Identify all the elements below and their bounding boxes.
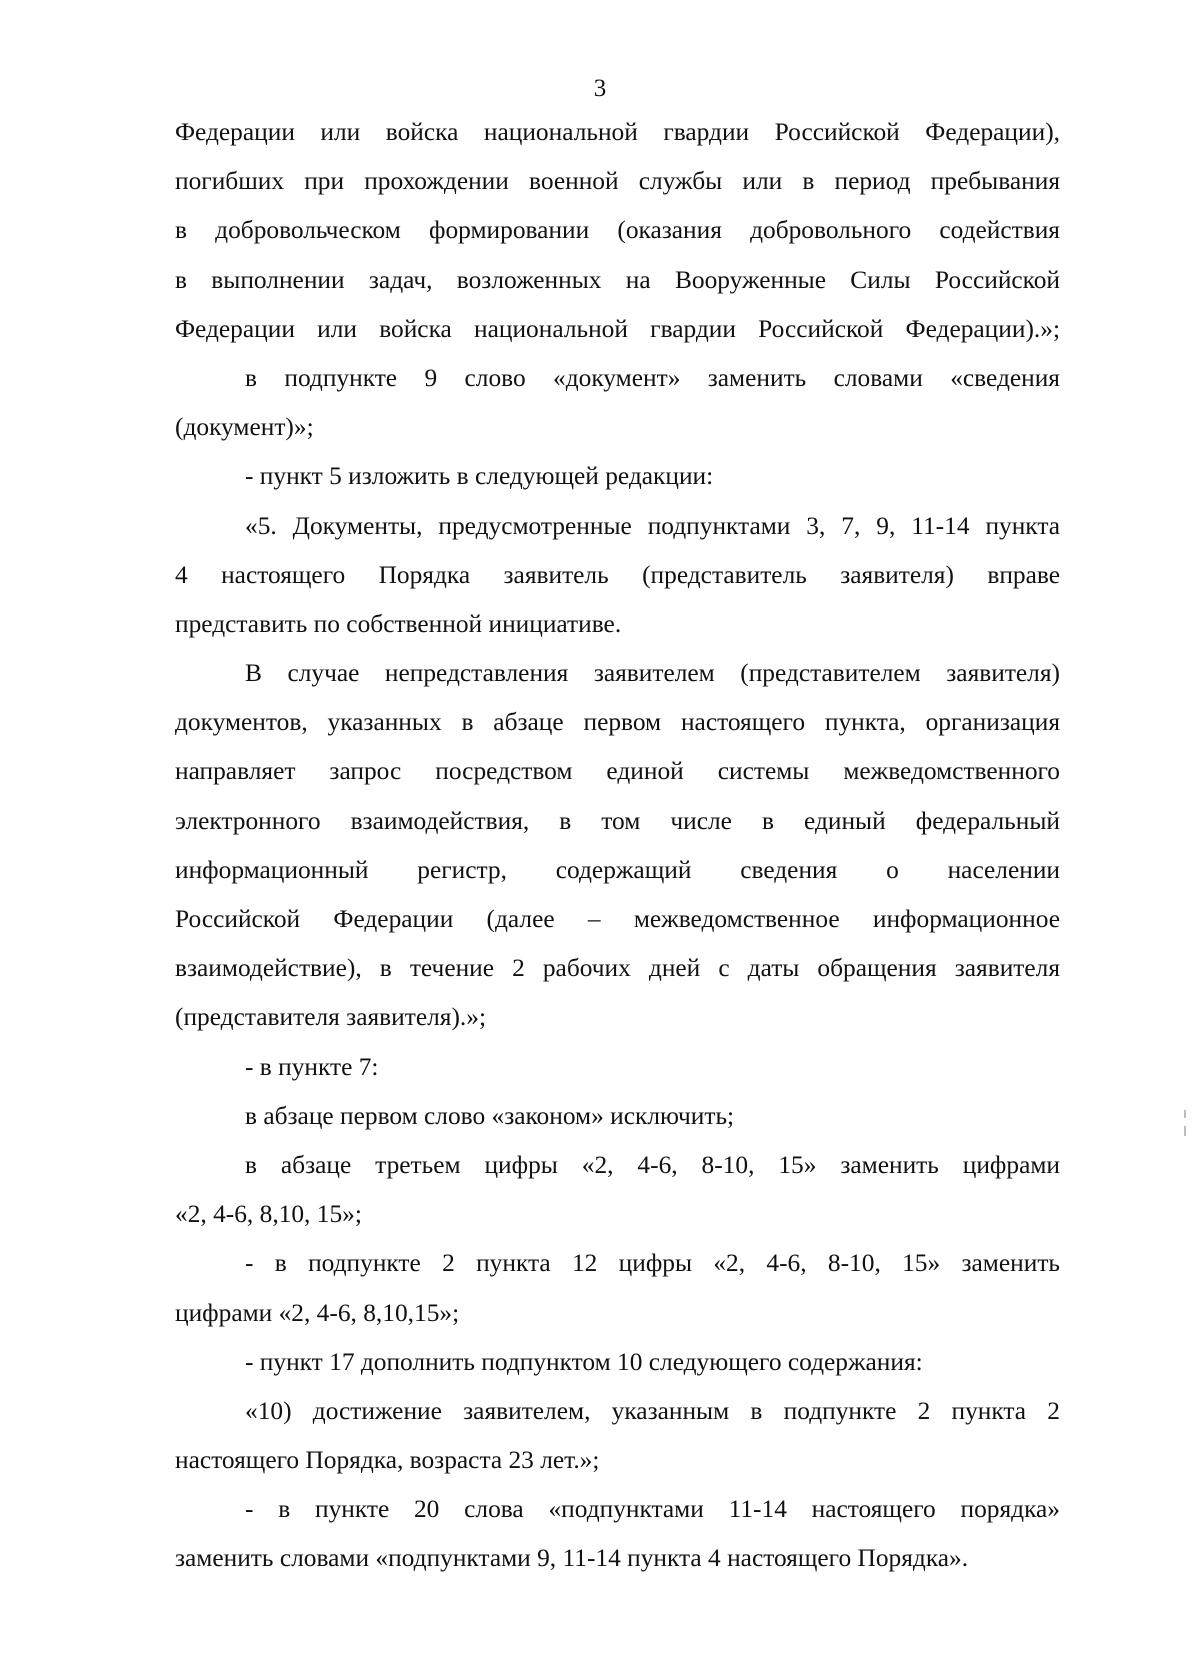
text-line: заменить словами «подпунктами 9, 11-14 пункта 4 настоящего Порядка». <box>175 1544 969 1573</box>
text-line: «5. Документы, предусмотренные подпунктами 3, 7, 9, 11-14 пункта <box>245 511 1060 540</box>
text-line: информационный регистр, содержащий сведения о населении <box>175 855 1060 884</box>
text-line: в подпункте 9 слово «документ» заменить словами «сведения <box>245 363 1060 392</box>
text-line: взаимодействие), в течение 2 рабочих дней с даты обращения заявителя <box>175 954 1060 983</box>
document-body <box>175 108 1060 1584</box>
text-line: погибших при прохождении военной службы или в период пребывания <box>175 167 1060 196</box>
text-line: - в подпункте 2 пункта 12 цифры «2, 4-6, 8-10, 15» заменить <box>245 1249 1060 1278</box>
text-line: Российской Федерации (далее – межведомственное информационное <box>175 905 1060 933</box>
text-line: настоящего Порядка, возраста 23 лет.»; <box>175 1446 600 1475</box>
text-line: 4 настоящего Порядка заявитель (представитель заявителя) вправе <box>175 560 1060 589</box>
text-line: в абзаце третьем цифры «2, 4-6, 8-10, 15» заменить цифрами <box>245 1150 1060 1179</box>
text-line: (представителя заявителя).»; <box>175 1003 486 1032</box>
text-line: в абзаце первом слово «законом» исключить; <box>245 1101 735 1130</box>
text-line: (документ)»; <box>175 413 314 442</box>
text-line: направляет запрос посредством единой системы межведомственного <box>175 757 1060 786</box>
text-line: - пункт 5 изложить в следующей редакции: <box>245 462 714 491</box>
scan-edge-mark <box>1184 1110 1186 1118</box>
text-line: Федерации или войска национальной гвардии Российской Федерации), <box>175 118 1060 146</box>
text-line: в добровольческом формировании (оказания добровольного содействия <box>175 216 1060 245</box>
scan-edge-mark <box>1184 1126 1186 1136</box>
page-number: 3 <box>593 75 607 102</box>
text-line: документов, указанных в абзаце первом настоящего пункта, организация <box>175 708 1060 737</box>
text-line: - в пункте 20 слова «подпунктами 11-14 настоящего порядка» <box>245 1495 1060 1524</box>
text-line: «2, 4-6, 8,10, 15»; <box>175 1200 362 1229</box>
text-line: в выполнении задач, возложенных на Вооруженные Силы Российской <box>175 265 1060 294</box>
text-line: В случае непредставления заявителем (представителем заявителя) <box>245 659 1060 688</box>
text-line: электронного взаимодействия, в том числе в единый федеральный <box>175 806 1060 835</box>
text-line: Федерации или войска национальной гвардии Российской Федерации).»; <box>175 314 1060 343</box>
text-line: - пункт 17 дополнить подпунктом 10 следующего содержания: <box>245 1347 923 1376</box>
text-line: «10) достижение заявителем, указанным в подпункте 2 пункта 2 <box>245 1396 1060 1425</box>
text-line: цифрами «2, 4-6, 8,10,15»; <box>175 1298 460 1327</box>
text-line: представить по собственной инициативе. <box>175 609 622 638</box>
text-line: - в пункте 7: <box>245 1052 379 1081</box>
